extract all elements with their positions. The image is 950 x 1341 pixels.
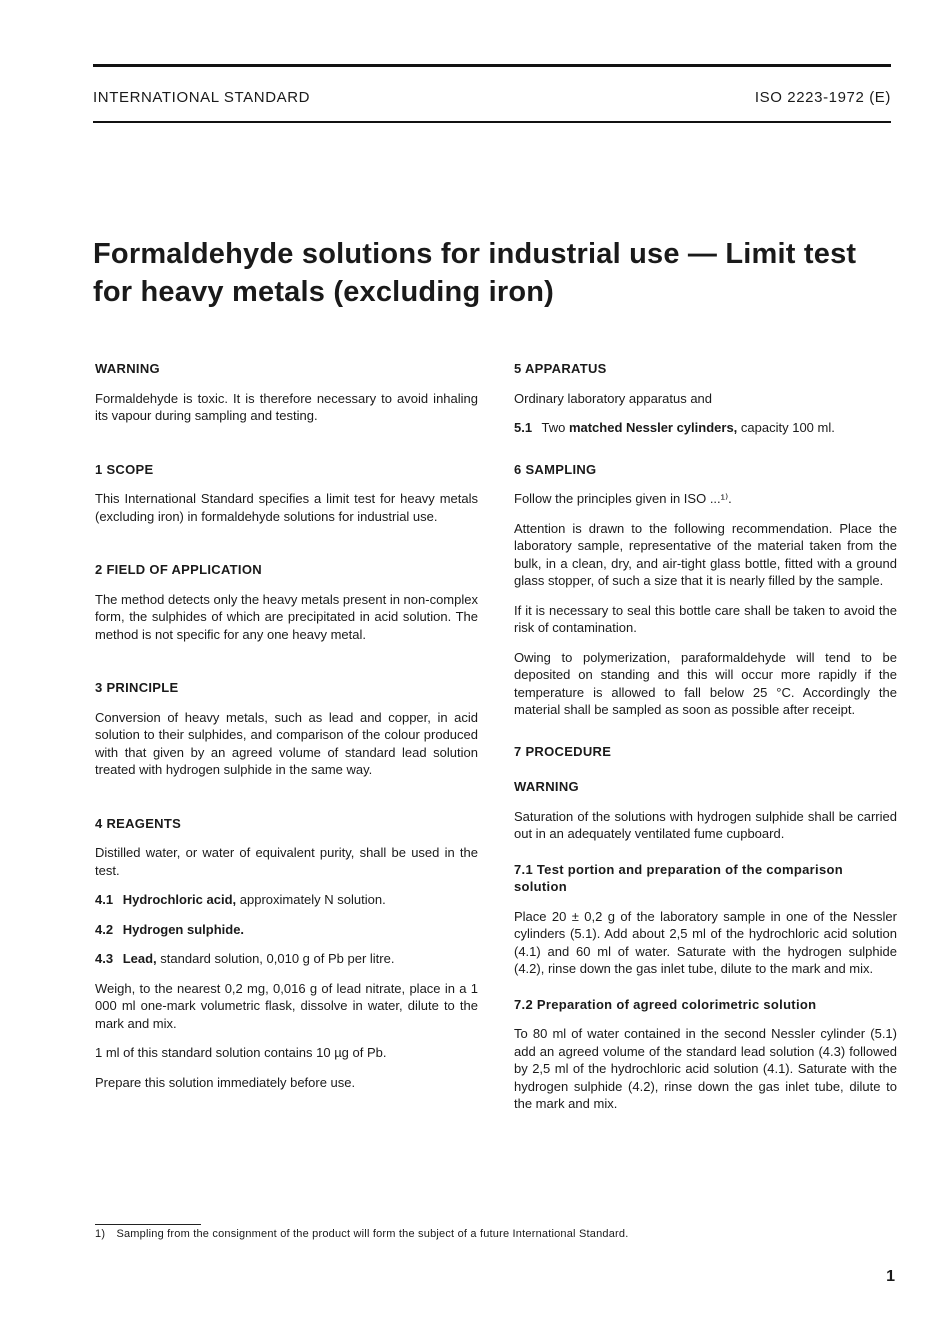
reagent-4-2 bbox=[95, 921, 478, 939]
sampling-text-3: If it is necessary to seal this bottle care shall be taken to avoid the risk of contamination. bbox=[514, 602, 897, 635]
footnote bbox=[95, 1228, 628, 1240]
reagent-4-1-number: 4.1 bbox=[95, 892, 114, 907]
section-procedure-heading: 7 PROCEDURE bbox=[514, 743, 612, 759]
apparatus-5-1 bbox=[514, 419, 897, 437]
apparatus-5-1-pre: Two bbox=[541, 420, 566, 435]
apparatus-5-1-name: matched Nessler cylinders, bbox=[568, 420, 738, 435]
header-document-number: ISO 2223-1972 (E) bbox=[754, 89, 891, 106]
reagent-4-3-text: standard solution, 0,010 g of Pb per litre. bbox=[160, 951, 395, 966]
solution-concentration: 1 ml of this standard solution contains 10 µg of Pb. bbox=[95, 1045, 387, 1060]
warning-text: Formaldehyde is toxic. It is therefore necessary to avoid inhaling its vapour during sampling and testing. bbox=[95, 390, 478, 423]
reagent-4-1-name: Hydrochloric acid, bbox=[122, 892, 237, 907]
sampling-text-1: Follow the principles given in ISO ...¹⁾. bbox=[514, 491, 732, 506]
sampling-text-2: Attention is drawn to the following recommendation. Place the laboratory sample, representative of the material taken from the bulk, in a clean, dry, and air-tight glass bottle, fitted with a ground glass stopper, of such a size that it is nearly filled by the sample. bbox=[514, 520, 897, 588]
reagent-4-3-number: 4.3 bbox=[95, 951, 114, 966]
page-number: 1 bbox=[886, 1268, 895, 1285]
section-sampling-heading: 6 SAMPLING bbox=[514, 461, 597, 477]
section-principle-heading: 3 PRINCIPLE bbox=[95, 680, 179, 695]
subsection-7-1-heading: 7.1 Test portion and preparation of the comparison solution bbox=[514, 861, 843, 894]
procedure-warning-heading: WARNING bbox=[514, 779, 579, 794]
footnote-rule bbox=[95, 1224, 201, 1225]
reagent-4-3 bbox=[95, 950, 478, 968]
apparatus-5-1-text: capacity 100 ml. bbox=[740, 420, 835, 435]
weigh-instructions: Weigh, to the nearest 0,2 mg, 0,016 g of lead nitrate, place in a 1 000 ml one-mark volumetric flask, dissolve in water, dilute to the mark and mix. bbox=[95, 980, 478, 1031]
subsection-7-2-heading: 7.2 Preparation of agreed colorimetric solution bbox=[514, 996, 817, 1012]
reagent-4-1-text: approximately N solution. bbox=[239, 892, 386, 907]
header-bottom-rule bbox=[93, 121, 891, 123]
section-scope-text: This International Standard specifies a limit test for heavy metals (excluding iron) in formaldehyde solutions for industrial use. bbox=[95, 491, 478, 524]
footnote-mark: 1) bbox=[95, 1228, 106, 1240]
footnote-text: Sampling from the consignment of the product will form the subject of a future International Standard. bbox=[116, 1228, 629, 1240]
subsection-7-1-text: Place 20 ± 0,2 g of the laboratory sample in one of the Nessler cylinders (5.1). Add about 2,5 ml of the hydrochloric acid solution (4.1) and 60 ml of water. Saturate with the hydrogen sulphide (4.2), rinse down the gas inlet tube, dilute to the mark and mix. bbox=[514, 908, 897, 976]
section-apparatus-heading: 5 APPARATUS bbox=[514, 361, 607, 376]
section-apparatus-text: Ordinary laboratory apparatus and bbox=[514, 390, 713, 406]
document-title: Formaldehyde solutions for industrial use — Limit test for heavy metals (excluding iron) bbox=[93, 238, 857, 308]
prepare-instruction: Prepare this solution immediately before use. bbox=[95, 1074, 356, 1090]
section-principle-text: Conversion of heavy metals, such as lead and copper, in acid solution to their sulphides, and comparison of the colour produced with that given by an agreed volume of standard lead solution treated with hydrogen sulphide in the same way. bbox=[95, 709, 478, 777]
subsection-7-2-text: To 80 ml of water contained in the second Nessler cylinder (5.1) add an agreed volume of the standard lead solution (4.3) followed by 2,5 ml of the hydrochloric acid solution (4.1). Saturate with the hydrogen sulphide (4.2), rinse down the gas inlet tube, dilute to the mark and mix. bbox=[514, 1026, 897, 1111]
reagent-4-3-name: Lead, bbox=[122, 951, 157, 966]
header-standard-label: INTERNATIONAL STANDARD bbox=[93, 89, 311, 106]
left-column bbox=[95, 360, 478, 1103]
section-field-heading: 2 FIELD OF APPLICATION bbox=[95, 562, 262, 577]
section-field-text: The method detects only the heavy metals present in non-complex form, the sulphides of which are precipitated in acid solution. The method is not specific for any one heavy metal. bbox=[95, 591, 478, 642]
right-column bbox=[514, 360, 897, 1125]
procedure-warning-text: Saturation of the solutions with hydrogen sulphide shall be carried out in an adequately ventilated fume cupboard. bbox=[514, 808, 897, 841]
apparatus-5-1-number: 5.1 bbox=[514, 420, 533, 435]
header-top-rule bbox=[93, 64, 891, 67]
reagent-4-2-number: 4.2 bbox=[95, 921, 114, 937]
reagent-4-1 bbox=[95, 891, 478, 909]
reagent-4-2-name: Hydrogen sulphide. bbox=[122, 921, 245, 937]
warning-heading: WARNING bbox=[95, 361, 160, 376]
section-reagents-text: Distilled water, or water of equivalent purity, shall be used in the test. bbox=[95, 845, 478, 878]
section-reagents-heading: 4 REAGENTS bbox=[95, 815, 182, 831]
section-scope-heading: 1 SCOPE bbox=[95, 461, 154, 477]
sampling-text-4: Owing to polymerization, paraformaldehyde will tend to be deposited on standing and this will occur more rapidly if the temperature is allowed to fall below 25 °C. Accordingly the material shall be sampled as soon as possible after receipt. bbox=[514, 649, 897, 717]
